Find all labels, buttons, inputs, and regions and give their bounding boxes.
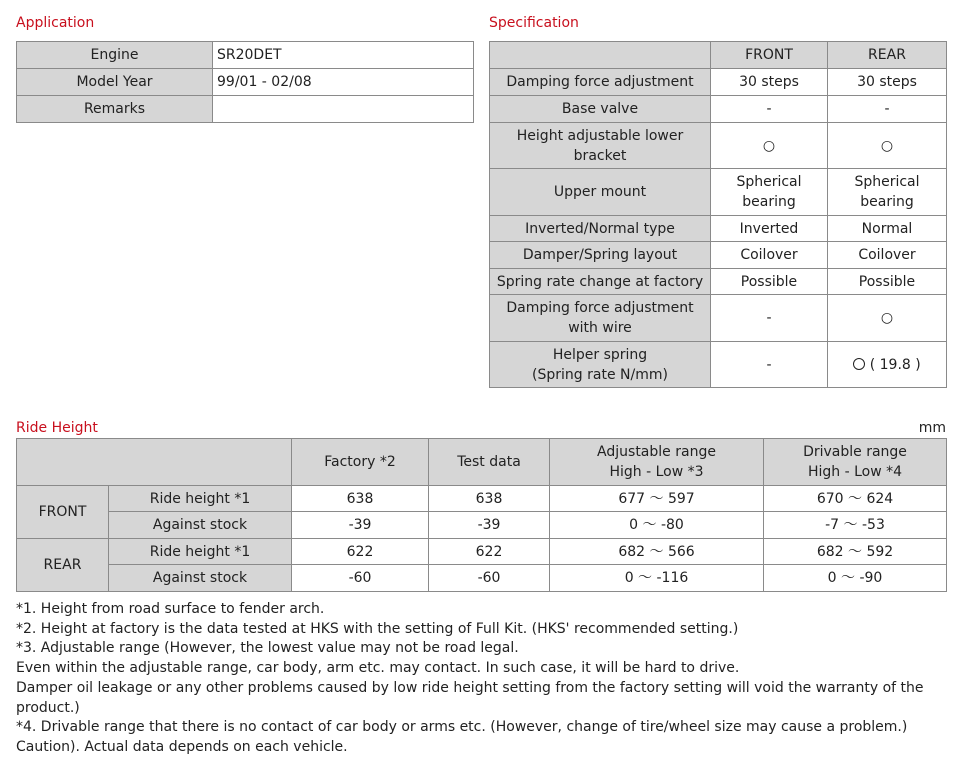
rh-drivable: 682 ～ 592 (764, 539, 947, 565)
rh-group-front: FRONT (17, 486, 109, 539)
table-row (17, 486, 947, 512)
engine-value: SR20DET (213, 42, 474, 69)
application-title: Application (16, 15, 95, 31)
rh-header-blank (17, 439, 292, 486)
helper-spring-rate: ( 19.8 ) (869, 356, 921, 373)
rh-test: 622 (429, 539, 550, 565)
rh-row-label: Against stock (109, 565, 292, 592)
table-row (17, 42, 474, 69)
table-row (490, 96, 947, 123)
spec-rear-value: Spherical bearing (828, 169, 947, 216)
spec-front-value: ○ (711, 123, 828, 169)
rh-header-adjustable-l1: Adjustable range (597, 444, 716, 460)
specification-title: Specification (489, 15, 579, 31)
table-row (17, 565, 947, 592)
rh-header-factory: Factory *2 (292, 439, 429, 486)
table-row (17, 539, 947, 565)
helper-spring-label: Helper spring (552, 346, 648, 363)
spec-rear-value: Possible (828, 269, 947, 295)
table-header-row (490, 42, 947, 69)
spec-label (490, 342, 711, 388)
spec-front-value: Possible (711, 269, 828, 295)
rh-row-label: Against stock (109, 512, 292, 539)
remarks-label: Remarks (17, 96, 213, 123)
spec-front-value: Inverted (711, 216, 828, 242)
spec-label: Spring rate change at factory (490, 269, 711, 295)
rh-header-adjustable-l2: High - Low *3 (609, 464, 704, 480)
rh-factory: 638 (292, 486, 429, 512)
spec-rear-value: 30 steps (828, 69, 947, 96)
rh-group-rear: REAR (17, 539, 109, 592)
spec-front-value: Coilover (711, 242, 828, 269)
footnote: *4. Drivable range that there is no contact of car body or arms etc. (However, change of tire/wheel size may cause a problem.) Caution). Actual data depends on each vehicle. (16, 719, 908, 755)
footnote: *2. Height at factory is the data tested at HKS with the setting of Full Kit. (HKS' recommended setting.) (16, 620, 739, 637)
table-row (490, 69, 947, 96)
model-year-value: 99/01 - 02/08 (213, 69, 474, 96)
rh-factory: 622 (292, 539, 429, 565)
table-row (17, 96, 474, 123)
table-row (17, 69, 474, 96)
spec-front-value: - (711, 96, 828, 123)
table-row (490, 342, 947, 388)
table-row (490, 269, 947, 295)
rh-adjustable: 677 ～ 597 (550, 486, 764, 512)
circle-icon (853, 358, 865, 370)
footnote: Damper oil leakage or any other problems caused by low ride height setting from the factory setting will void the warranty of the product.) (16, 679, 924, 716)
spec-front-value: - (711, 295, 828, 342)
rh-header-test: Test data (429, 439, 550, 486)
rh-drivable: 0 ～ -90 (764, 565, 947, 592)
spec-rear-value: ○ (828, 123, 947, 169)
table-row (490, 216, 947, 242)
table-row (490, 169, 947, 216)
rh-row-label: Ride height *1 (109, 486, 292, 512)
rh-factory: -39 (292, 512, 429, 539)
spec-label: Damper/Spring layout (490, 242, 711, 269)
spec-front-value: Spherical bearing (711, 169, 828, 216)
rh-adjustable: 0 ～ -116 (550, 565, 764, 592)
footnote: *1. Height from road surface to fender arch. (16, 601, 325, 617)
helper-spring-unit: (Spring rate N/mm) (532, 366, 668, 383)
spec-rear-value: Normal (828, 216, 947, 242)
unit-label: mm (918, 420, 946, 436)
spec-rear-value: ○ (828, 295, 947, 342)
spec-rear-value (828, 342, 947, 388)
footnote: *3. Adjustable range (However, the lowest value may not be road legal. (16, 640, 519, 657)
rh-test: -60 (429, 565, 550, 592)
table-row (490, 295, 947, 342)
ride-height-table (16, 438, 947, 592)
spec-header-rear: REAR (828, 42, 947, 69)
ride-height-title: Ride Height (16, 420, 98, 436)
application-table (16, 41, 474, 123)
remarks-value (213, 96, 474, 123)
spec-header-front: FRONT (711, 42, 828, 69)
footnotes (16, 600, 946, 758)
rh-factory: -60 (292, 565, 429, 592)
rh-drivable: 670 ～ 624 (764, 486, 947, 512)
rh-adjustable: 0 ～ -80 (550, 512, 764, 539)
spec-label: Damping force adjustment (490, 69, 711, 96)
specification-table (489, 41, 947, 388)
spec-rear-value: Coilover (828, 242, 947, 269)
spec-front-value: 30 steps (711, 69, 828, 96)
footnote: Even within the adjustable range, car body, arm etc. may contact. In such case, it will be hard to drive. (16, 660, 740, 677)
spec-label: Upper mount (490, 169, 711, 216)
spec-header-blank (490, 42, 711, 69)
table-header-row (17, 439, 947, 486)
spec-label: Height adjustable lower bracket (490, 123, 711, 169)
table-row (490, 242, 947, 269)
rh-header-drivable-l2: High - Low *4 (807, 464, 903, 480)
spec-label: Inverted/Normal type (490, 216, 711, 242)
rh-test: -39 (429, 512, 550, 539)
table-row (17, 512, 947, 539)
rh-test: 638 (429, 486, 550, 512)
engine-label: Engine (17, 42, 213, 69)
rh-drivable: -7 ～ -53 (764, 512, 947, 539)
spec-label: Damping force adjustment with wire (490, 295, 711, 342)
spec-front-value: - (711, 342, 828, 388)
rh-adjustable: 682 ～ 566 (550, 539, 764, 565)
model-year-label: Model Year (17, 69, 213, 96)
spec-rear-value: - (828, 96, 947, 123)
rh-header-drivable (764, 439, 947, 486)
table-row (490, 123, 947, 169)
rh-header-adjustable (550, 439, 764, 486)
rh-header-drivable-l1: Drivable range (803, 444, 907, 460)
spec-label: Base valve (490, 96, 711, 123)
rh-row-label: Ride height *1 (109, 539, 292, 565)
